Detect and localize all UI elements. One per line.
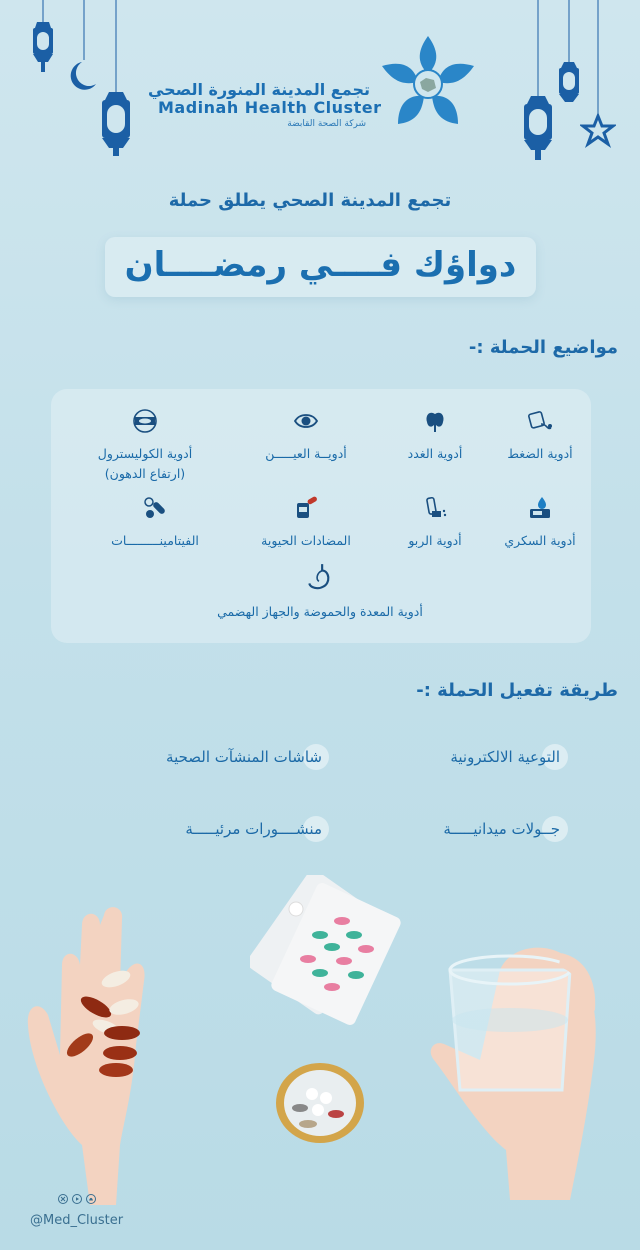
lantern-left-large-icon [98,0,134,160]
crescent-moon-icon [66,0,102,96]
pill-blister-packs-image [250,875,410,1035]
antibiotics-icon [293,495,319,521]
topic-stomach: أدوية المعدة والحموضة والجهاز الهضمي [150,562,490,622]
lantern-right-small-icon [555,0,583,110]
social-handle[interactable]: @Med_Cluster [30,1213,124,1228]
social-icons [58,1194,96,1204]
lantern-left-icon [28,0,58,78]
vitamins-icon [142,495,168,521]
hand-with-pills-image [20,905,190,1205]
topics-heading: مواضيع الحملة :- [468,337,618,358]
topic-cholesterol: أدوية الكوليسترول (ارتفاع الدهون) [70,408,220,484]
org-name-ar: تجمع المدينة المنورة الصحي [147,80,370,99]
topic-asthma: أدوية الربو [392,495,478,551]
pill-dish-image [272,1058,368,1148]
topic-diabetes: أدوية السكري [490,495,590,551]
snapchat-icon[interactable] [86,1194,96,1204]
activation-heading: طريقة تفعيل الحملة :- [416,680,618,701]
activation-item-visual-posts: منشــــورات مرئيـــــة [185,820,322,838]
topic-cholesterol-sub: (ارتفاع الدهون) [104,466,186,481]
topic-blood-pressure: أدوية الضغط [490,408,590,464]
cluster-logo-icon [376,32,480,132]
thyroid-icon [422,408,448,434]
lantern-right-large-icon [520,0,556,166]
org-subtitle: شركة الصحة القابضة [287,119,366,129]
x-icon[interactable] [58,1194,68,1204]
topic-antibiotics: المضادات الحيوية [236,495,376,551]
campaign-title: دواؤك فــــي رمضــــان [124,245,517,285]
topic-vitamins: الفيتامينـــــــــات [80,495,230,551]
activation-item-field-tours: جــولات ميدانيـــــة [443,820,560,838]
youtube-icon[interactable] [72,1194,82,1204]
activation-item-electronic: التوعية الالكترونية [450,748,560,766]
diabetes-icon [527,495,553,521]
org-name-en: Madinah Health Cluster [158,98,382,117]
topic-thyroid: أدوية الغدد [380,408,490,464]
topic-eye: أدويــة العيـــــن [236,408,376,464]
launch-text: تجمع المدينة الصحي يطلق حملة [168,190,452,211]
activation-item-screens: شاشات المنشآت الصحية [166,748,322,766]
eye-icon [293,408,319,434]
cholesterol-icon [132,408,158,434]
inhaler-icon [422,495,448,521]
stomach-icon [306,562,334,592]
blood-pressure-icon [527,408,553,434]
hand-with-water-glass-image [420,940,620,1200]
star-ornament-icon [580,0,616,160]
